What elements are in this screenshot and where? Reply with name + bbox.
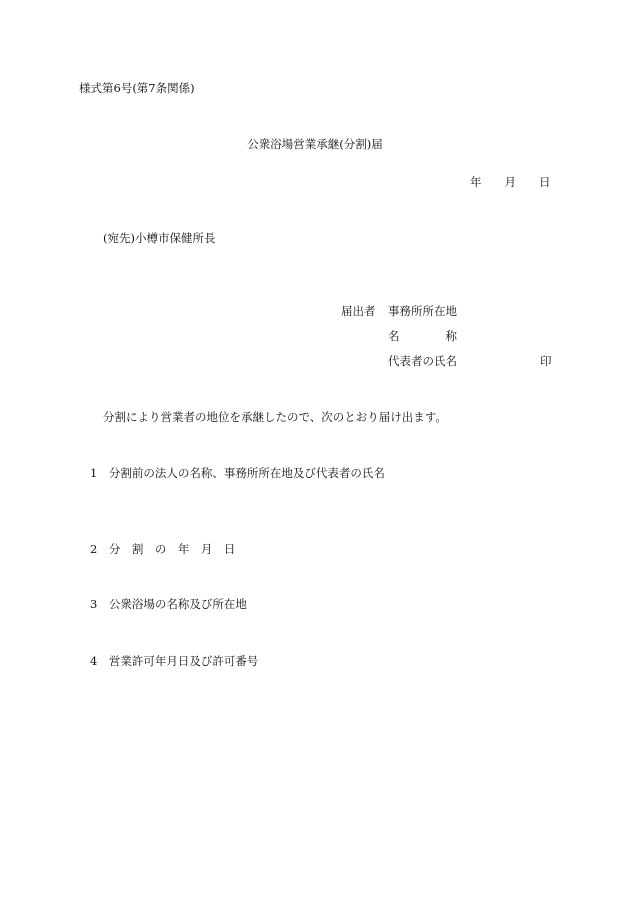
office-location-label: 事務所所在地 (388, 304, 457, 318)
list-item: 1 分割前の法人の名称、事務所所在地及び代表者の氏名 (90, 466, 385, 480)
body-text: 分割により営業者の地位を承継したので、次のとおり届け出ます。 (103, 410, 447, 424)
submitter-label: 届出者 (341, 304, 376, 318)
list-item: 2 分 割 の 年 月 日 (90, 542, 236, 556)
list-item: 3 公衆浴場の名称及び所在地 (90, 597, 247, 611)
document-title: 公衆浴場営業承継(分割)届 (247, 137, 383, 151)
date-line: 年 月 日 (470, 175, 551, 189)
list-item: 4 営業許可年月日及び許可番号 (90, 654, 259, 668)
addressee: (宛先)小樽市保健所長 (103, 231, 216, 245)
representative-name-label: 代表者の氏名 (388, 354, 457, 368)
form-number: 様式第6号(第7条関係) (79, 81, 195, 95)
name-label: 名 称 (388, 329, 457, 343)
seal-label: 印 (540, 354, 552, 368)
